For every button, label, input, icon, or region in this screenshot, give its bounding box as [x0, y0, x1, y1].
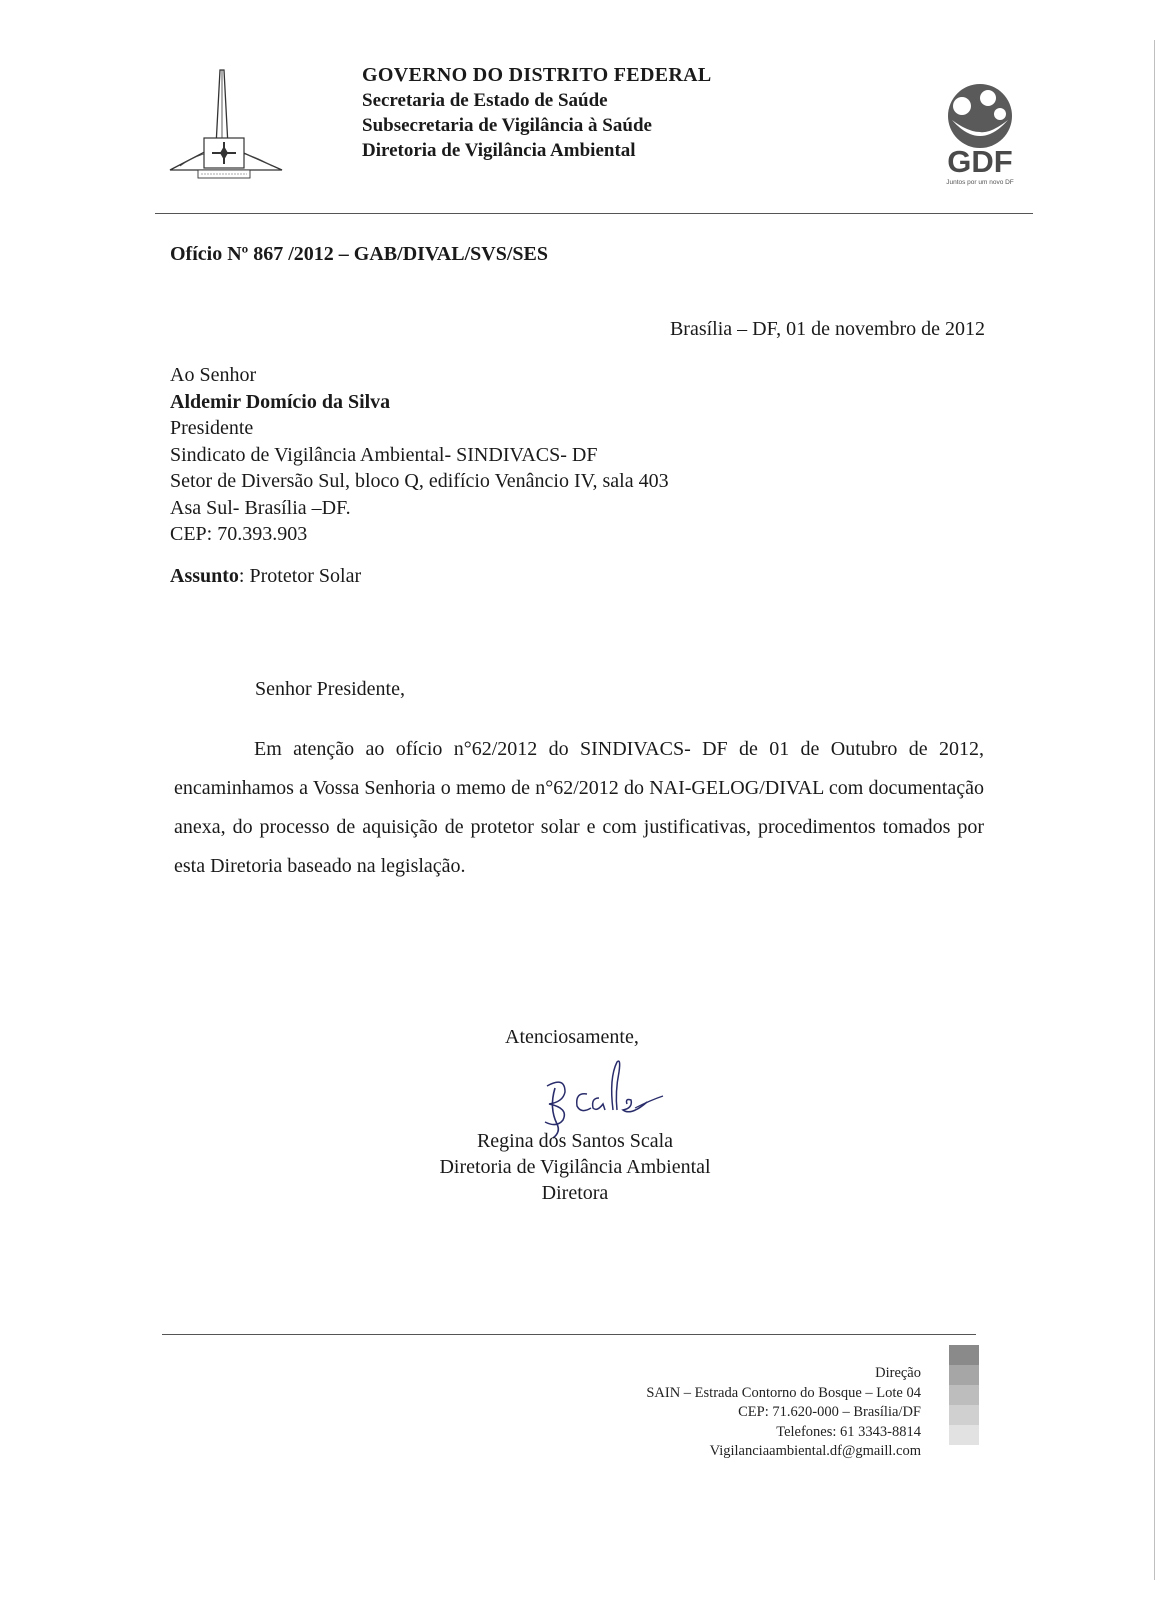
recipient-address-line-1: Setor de Diversão Sul, bloco Q, edifício Venâncio IV, sala 403	[170, 470, 669, 492]
gdf-logo-text: GDF	[947, 144, 1013, 179]
subject-label: Assunto	[170, 565, 239, 587]
signatory-department: Diretoria de Vigilância Ambiental	[439, 1156, 711, 1178]
signatory-block	[410, 1128, 740, 1206]
government-header	[362, 62, 711, 163]
gdf-logo-tagline: Juntos por um novo DF	[946, 179, 1014, 186]
footer-address	[646, 1364, 921, 1462]
subject-line	[170, 565, 361, 588]
oficio-number: Ofício Nº 867 /2012 – GAB/DIVAL/SVS/SES	[170, 243, 548, 265]
recipient-organization: Sindicato de Vigilância Ambiental- SINDIVACS- DF	[170, 443, 598, 466]
recipient-cep: CEP: 70.393.903	[170, 523, 308, 545]
footer-line-2: SAIN – Estrada Contorno do Bosque – Lote 04	[646, 1384, 921, 1401]
recipient-name: Aldemir Domício da Silva	[170, 390, 391, 413]
brasilia-emblem-icon	[168, 66, 284, 190]
signatory-role: Diretora	[541, 1182, 609, 1204]
subsecretariat-name: Subsecretaria de Vigilância à Saúde	[362, 115, 652, 136]
footer-line-3: CEP: 71.620-000 – Brasília/DF	[738, 1404, 921, 1420]
recipient-block	[170, 362, 669, 548]
recipient-title: Presidente	[170, 417, 254, 439]
directorate-name: Diretoria de Vigilância Ambiental	[362, 140, 636, 161]
signatory-name: Regina dos Santos Scala	[476, 1130, 674, 1152]
date-line: Brasília – DF, 01 de novembro de 2012	[669, 318, 985, 340]
footer-line-1: Direção	[875, 1365, 921, 1381]
footer-email: Vigilanciaambiental.df@gmaill.com	[709, 1443, 921, 1459]
footer-divider	[162, 1334, 976, 1335]
subject-value: : Protetor Solar	[238, 565, 362, 587]
recipient-salutation: Ao Senhor	[170, 364, 257, 386]
government-name: GOVERNO DO DISTRITO FEDERAL	[362, 64, 712, 86]
footer-gradient-bar	[949, 1345, 979, 1445]
greeting: Senhor Presidente,	[255, 678, 405, 700]
body-paragraph: Em atenção ao ofício n°62/2012 do SINDIVACS- DF de 01 de Outubro de 2012, encaminhamos a Vossa Senhoria o memo de n°62/2012 do NAI-GELOG/DIVAL com documentação anexa, do processo de aquisição de protetor solar e com justificativas, procedimentos tomados por esta Diretoria baseado na legislação.	[174, 738, 984, 877]
gdf-logo	[930, 80, 1030, 190]
closing: Atenciosamente,	[505, 1026, 639, 1048]
header-divider	[155, 213, 1033, 214]
paper-edge	[1154, 40, 1155, 1580]
recipient-address-line-2: Asa Sul- Brasília –DF.	[170, 496, 351, 519]
secretariat-name: Secretaria de Estado de Saúde	[362, 90, 608, 111]
footer-line-4: Telefones: 61 3343-8814	[776, 1423, 921, 1440]
